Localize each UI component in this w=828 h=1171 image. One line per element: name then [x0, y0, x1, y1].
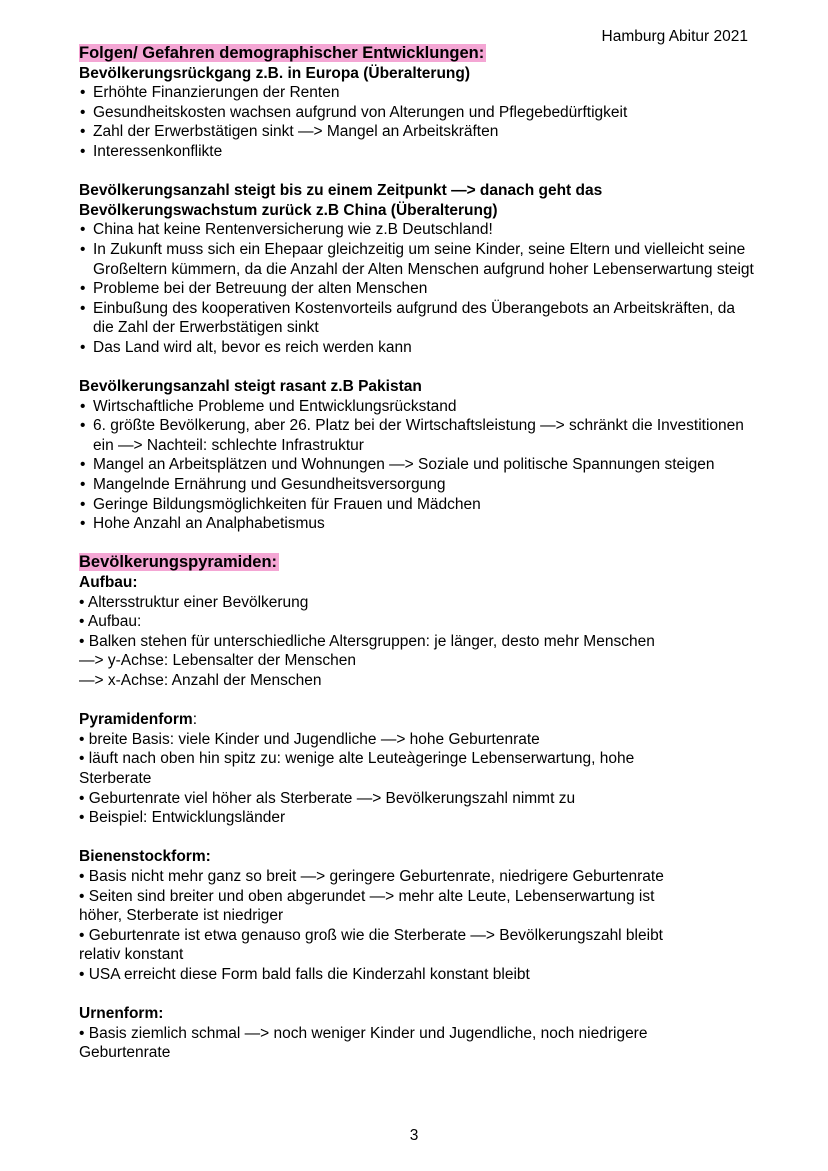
text-line: • Beispiel: Entwicklungsländer [79, 809, 286, 827]
document-header: Hamburg Abitur 2021 [601, 28, 748, 45]
page-content [79, 44, 759, 1063]
text-line: • Geburtenrate viel höher als Sterberate —> Bevölkerungszahl nimmt zu [79, 789, 576, 807]
text-line: —> x-Achse: Anzahl der Menschen [79, 672, 322, 689]
text-line: • breite Basis: viele Kinder und Jugendliche —> hohe Geburtenrate [79, 730, 540, 748]
text-line: • läuft nach oben hin spitz zu: wenige alte Leuteàgeringe Lebenserwartung, hohe [79, 750, 635, 768]
list-item: • In Zukunft muss sich ein Ehepaar gleichzeitig um seine Kinder, seine Eltern und vielleicht seine Großeltern kümmern, da die Anzahl der Alten Menschen aufgrund hoher Lebenserwartung steigt [79, 240, 759, 279]
text-line: Geburtenrate [79, 1044, 171, 1062]
list-pakistan [79, 397, 759, 534]
section-title-pyramiden: Bevölkerungspyramiden: [79, 553, 278, 572]
list-europa [79, 83, 759, 161]
text-line: Sterberate [79, 769, 152, 787]
block-heading-pakistan: Bevölkerungsanzahl steigt rasant z.B Pakistan [79, 378, 422, 396]
section-title-folgen: Folgen/ Gefahren demographischer Entwicklungen: [79, 44, 485, 62]
list-item: • Wirtschaftliche Probleme und Entwicklungsrückstand [79, 397, 759, 417]
list-item: • 6. größte Bevölkerung, aber 26. Platz bei der Wirtschaftsleistung —> schränkt die Investitionen ein —> Nachteil: schlechte Infrastruktur [79, 416, 759, 455]
text-line: • Altersstruktur einer Bevölkerung [79, 593, 309, 611]
pyramidenform-heading: Pyramidenform: [79, 711, 198, 729]
list-item: • China hat keine Rentenversicherung wie z.B Deutschland! [79, 220, 759, 240]
text-line: • Geburtenrate ist etwa genauso groß wie die Sterberate —> Bevölkerungszahl bleibt [79, 926, 663, 944]
list-item: • Das Land wird alt, bevor es reich werden kann [79, 338, 759, 358]
list-item: • Interessenkonflikte [79, 142, 759, 162]
list-item: • Zahl der Erwerbstätigen sinkt —> Mangel an Arbeitskräften [79, 122, 759, 142]
text-line: relativ konstant [79, 946, 184, 964]
text-line: • Aufbau: [79, 613, 142, 631]
page-number: 3 [409, 1127, 419, 1144]
list-item: • Hohe Anzahl an Analphabetismus [79, 514, 759, 534]
text-line: • Basis ziemlich schmal —> noch weniger Kinder und Jugendliche, noch niedrigere [79, 1024, 648, 1042]
text-line: • Seiten sind breiter und oben abgerundet —> mehr alte Leute, Lebenserwartung ist [79, 887, 655, 905]
list-item: • Geringe Bildungsmöglichkeiten für Frauen und Mädchen [79, 495, 759, 515]
text-line: höher, Sterberate ist niedriger [79, 907, 284, 925]
aufbau-heading: Aufbau: [79, 574, 138, 592]
list-china [79, 220, 759, 357]
block-heading-china: Bevölkerungsanzahl steigt bis zu einem Zeitpunkt —> danach geht das Bevölkerungswachstum zurück z.B China (Überalterung) [79, 182, 603, 219]
list-item: • Einbußung des kooperativen Kostenvorteils aufgrund des Überangebots an Arbeitskräften, da die Zahl der Erwerbstätigen sinkt [79, 299, 759, 338]
block-heading-europa: Bevölkerungsrückgang z.B. in Europa (Überalterung) [79, 64, 471, 82]
list-item: • Probleme bei der Betreuung der alten Menschen [79, 279, 759, 299]
text-line: • Balken stehen für unterschiedliche Altersgruppen: je länger, desto mehr Menschen [79, 632, 655, 650]
list-item: • Gesundheitskosten wachsen aufgrund von Alterungen und Pflegebedürftigkeit [79, 103, 759, 123]
urnenform-heading: Urnenform: [79, 1005, 164, 1023]
list-item: • Erhöhte Finanzierungen der Renten [79, 83, 759, 103]
text-line: • USA erreicht diese Form bald falls die Kinderzahl konstant bleibt [79, 965, 530, 983]
text-line: • Basis nicht mehr ganz so breit —> geringere Geburtenrate, niedrigere Geburtenrate [79, 867, 664, 885]
bienenstockform-heading: Bienenstockform: [79, 848, 211, 866]
text-line: —> y-Achse: Lebensalter der Menschen [79, 652, 356, 670]
list-item: • Mangel an Arbeitsplätzen und Wohnungen —> Soziale und politische Spannungen steigen [79, 455, 759, 475]
list-item: • Mangelnde Ernährung und Gesundheitsversorgung [79, 475, 759, 495]
